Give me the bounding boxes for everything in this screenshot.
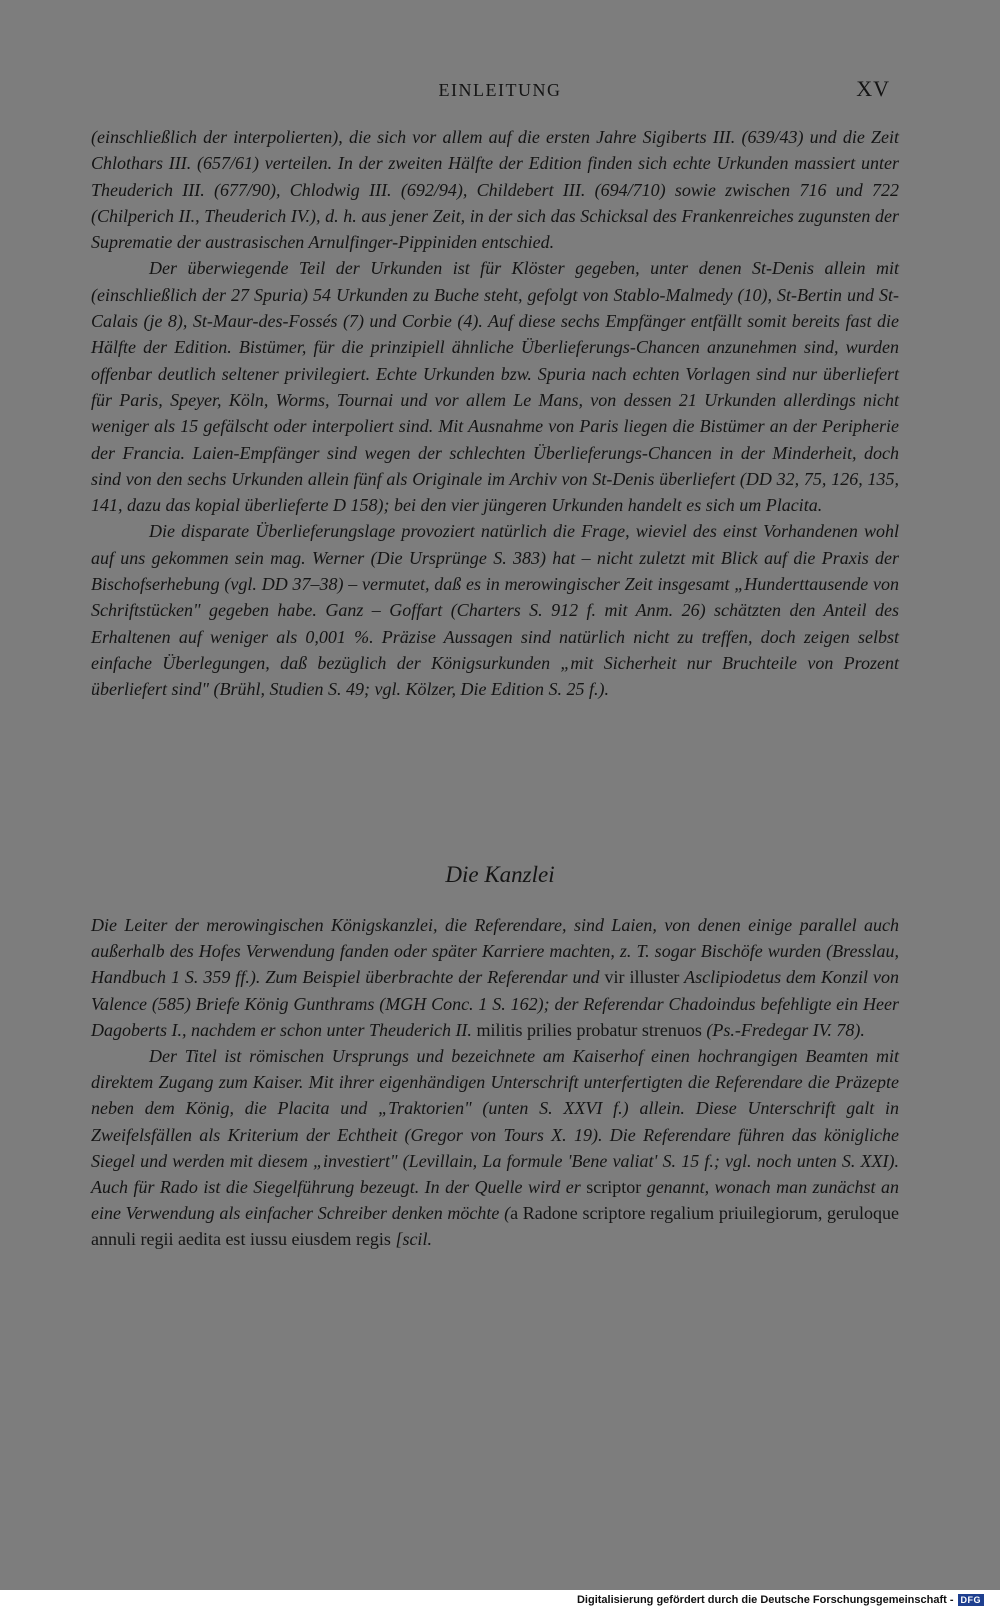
running-header (0, 76, 1000, 106)
paragraph-titel (91, 1043, 899, 1253)
latin-quote: militis prilies probatur strenuos (476, 1019, 702, 1040)
body-section-editions (91, 124, 899, 703)
text-run: genannt, wonach man zunächst an eine Verwendung als einfacher Schreiber denken möchte ( (91, 1177, 900, 1224)
body-section-kanzlei (91, 912, 899, 1253)
paragraph-referendare (91, 912, 899, 1043)
section-heading: Die Kanzlei (445, 862, 555, 887)
paragraph-recipients: Der überwiegende Teil der Urkunden ist für Klöster gegeben, unter denen St-Denis allein mit (einschließlich der 27 Spuria) 54 Urkunden zu Buche steht, gefolgt von Stablo-Malmedy (10), St-Bertin und St-Calais (je 8), St-Maur-des-Fossés (7) und Corbie (4). Auf diese sechs Empfänger entfällt somit bereits fast die Hälfte der Edition. Bistümer, für die prinzipiell ähnliche Überlieferungs-Chancen anzunehmen sind, wurden offenbar deutlich seltener privilegiert. Echte Urkunden bzw. Spuria nach echten Vorlagen sind nur überliefert für Paris, Speyer, Köln, Worms, Tournai und vor allem Le Mans, von dessen 21 Urkunden allerdings nicht weniger als 15 gefälscht oder interpoliert sind. Mit Ausnahme von Paris liegen die Bistümer an der Peripherie der Francia. Laien-Empfänger sind wegen der schlechten Überlieferungs-Chancen in der Minderheit, doch sind von den sechs Urkunden allein fünf als Originale im Archiv von St-Denis überliefert (DD 32, 75, 126, 135, 141, dazu das kopial überlieferte D 158); bei den vier jüngeren Urkunden handelt es sich um Placita. (91, 258, 899, 516)
footer-text: Digitalisierung gefördert durch die Deutsche Forschungsgemeinschaft - (576, 1594, 954, 1606)
latin-quote: a Radone scriptore regalium priuilegiorum, geruloque annuli regii aedita est iussu eiusdem regis (91, 1203, 899, 1250)
dfg-logo-icon: DFG (958, 1594, 985, 1606)
digitization-footer (577, 1592, 984, 1608)
text-run: Die Leiter der merowingischen Königskanzlei, die Referendare, sind Laien, von denen einige parallel auch außerhalb des Hofes Verwendung fanden oder später Karriere machten, z. T. sogar Bischöfe wurden (Bresslau, Handbuch 1 S. 359 ff.). Zum Beispiel überbrachte der Referendar und (91, 915, 899, 988)
text-run: Der Titel ist römischen Ursprungs und bezeichnete am Kaiserhof einen hochrangigen Beamten mit direktem Zugang zum Kaiser. Mit ihrer eigenhändigen Unterschrift unterfertigten die Referendare die Präzepte neben dem König, die Placita und „Traktorien" (unten S. XXVI f.) allein. Diese Unterschrift galt in Zweifelsfällen als Kriterium der Echtheit (Gregor von Tours X. 19). Die Referendare führen das königliche Siegel und werden mit diesem „investiert" (Levillain, La formule 'Bene valiat' S. 15 f.; vgl. noch unten S. XXI). Auch für Rado ist die Siegelführung bezeugt. In der Quelle wird er (91, 1046, 899, 1198)
paragraph-transmission: Die disparate Überlieferungslage provoziert natürlich die Frage, wieviel des einst Vorhandenen wohl auf uns gekommen sein mag. Werner (Die Ursprünge S. 383) hat – nicht zuletzt mit Blick auf die Praxis der Bischofserhebung (vgl. DD 37–38) – vermutet, daß es in merowingischer Zeit insgesamt „Hunderttausende von Schriftstücken" gegeben habe. Ganz – Goffart (Charters S. 912 f. mit Anm. 26) schätzten den Anteil des Erhaltenen auf weniger als 0,001 %. Präzise Aussagen sind natürlich nicht zu treffen, doch zeigen selbst einfache Überlegungen, daß bezüglich der Königsurkunden „mit Sicherheit nur Bruchteile von Prozent überliefert sind" (Brühl, Studien S. 49; vgl. Kölzer, Die Edition S. 25 f.). (91, 521, 899, 700)
latin-term: scriptor (586, 1177, 642, 1198)
latin-term: vir illuster (604, 967, 680, 988)
text-run: Asclipiodetus dem Konzil von Valence (585) Briefe König Gunthrams (MGH Conc. 1 S. 162); der Referendar Chadoindus befehligte ein Heer Dagoberts I., nachdem er schon unter Theuderich II. (91, 967, 899, 1040)
text-run: (Ps.-Fredegar IV. 78). (701, 1019, 865, 1040)
paragraph-continuation: (einschließlich der interpolierten), die sich vor allem auf die ersten Jahre Sigiberts III. (639/43) und die Zeit Chlothars III. (657/61) verteilen. In der zweiten Hälfte der Edition finden sich echte Urkunden massiert unter Theuderich III. (677/90), Chlodwig III. (692/94), Childebert III. (694/710) sowie zwischen 716 und 722 (Chilperich II., Theuderich IV.), d. h. aus jener Zeit, in der sich das Schicksal des Frankenreiches zugunsten der Suprematie der austrasischen Arnulfinger-Pippiniden entschied. (91, 127, 899, 253)
page-number: XV (856, 76, 890, 101)
text-run: [scil. (390, 1229, 432, 1250)
running-title: EINLEITUNG (438, 80, 562, 100)
